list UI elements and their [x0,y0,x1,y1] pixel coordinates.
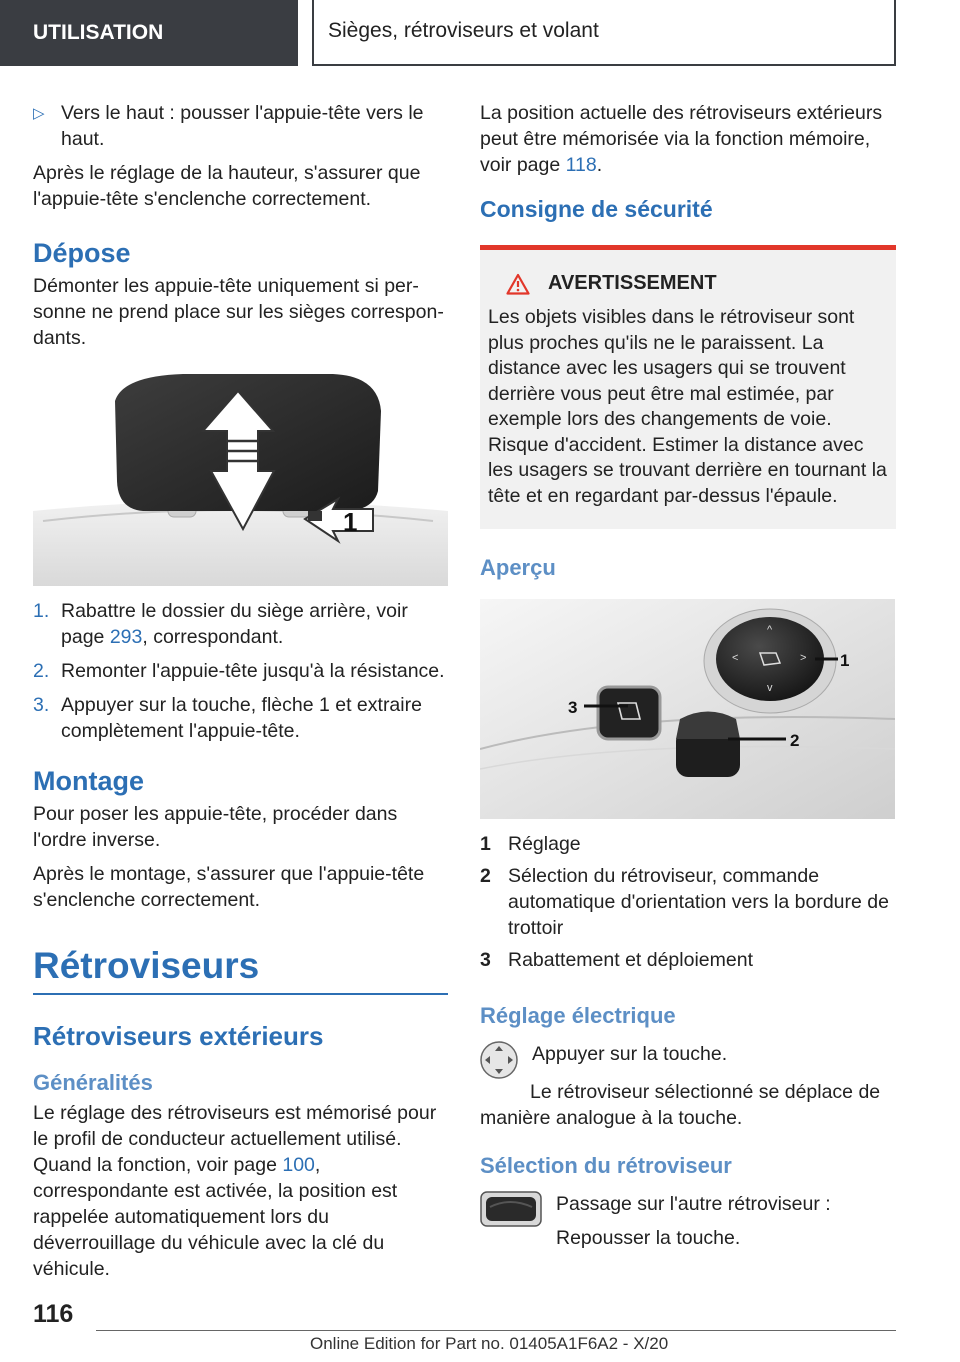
warning-title: AVERTISSEMENT [548,272,717,294]
bullet-text: Vers le haut : pousser l'appuie-tête vers le haut. [61,102,424,150]
svg-text:<: < [732,652,739,664]
svg-text:^: ^ [767,624,773,636]
paragraph-montage-1: Pour poser les appuie-tête, procéder dans l'ordre inverse. [33,803,398,851]
page-link-293[interactable]: 293 [109,626,143,648]
paragraph-montage-2: Après le montage, s'assurer que l'appuie-tête s'enclenche correctement. [33,863,425,911]
section-tab: UTILISATION [0,0,298,66]
warning-header [488,272,888,295]
footer-divider [96,1330,896,1331]
heading-apercu: Aperçu [480,555,556,580]
headrest-illustration [33,371,448,586]
footer-edition: Online Edition for Part no. 01405A1F6A2 - X/20 [310,1334,669,1353]
page-link-100[interactable]: 100 [282,1154,315,1176]
figure-callout-2: 2 [790,731,800,750]
paragraph-memory: La position actuelle des rétroviseurs extérieurs peut être mémorisée via la fonction mémoire, voir page 118. [480,102,883,176]
heading-retroviseurs: Rétroviseurs [33,945,448,995]
figure-callout-1: 1 [840,651,850,670]
svg-text:v: v [767,682,773,694]
mirror-selector-switch-icon [480,1191,542,1227]
heading-consigne: Consigne de sécurité [480,196,713,222]
paragraph-generalites: Le réglage des rétroviseurs est mémorisé pour le profil de conducteur actuellement utilisé. Quand la fonction, voir page 100, correspondante est activée, la position est rappelée automatiquement lors du déverrouillage du véhicule avec la clé du véhicule. [33,1102,437,1280]
figure-callout-3: 3 [568,698,578,717]
paragraph-depose: Démonter les appuie-tête uniquement si personne ne prend place sur les sièges correspondants. [33,275,444,349]
heading-reglage-electrique: Réglage électrique [480,1003,676,1028]
paragraph-electric-1: Appuyer sur la touche. [532,1043,728,1065]
heading-montage: Montage [33,766,144,796]
right-column [480,100,896,1259]
headrest-figure [33,371,448,586]
warning-box [480,245,896,529]
paragraph-selection-1: Passage sur l'autre rétroviseur : [556,1193,831,1215]
warning-triangle-icon [504,273,532,295]
heading-exterieurs: Rétroviseurs extérieurs [33,1021,324,1051]
bullet-item [33,100,448,152]
triangle-bullet-icon: ▷ [33,105,45,122]
heading-selection: Sélection du rétroviseur [480,1153,732,1178]
warning-text: Les objets visibles dans le rétroviseur sont plus proches qu'ils ne le paraissent. La distance avec les usagers qui se trouvent derrière vous peut être mal estimée, par exemple lors des changements de voie. Risque d'accident. Estimer la distance avec les usagers se trouvant derrière en tournant la tête et en regardant par-dessus l'épaule. [488,306,887,507]
left-column [33,100,448,1290]
step-item-3: 3. Appuyer sur la touche, flèche 1 et extraire complètement l'appuie-tête. [33,694,422,742]
svg-text:>: > [800,652,807,664]
step-item-2: 2. Remonter l'appuie-tête jusqu'à la résistance. [33,660,445,682]
paragraph-electric-2: Le rétroviseur sélectionné se déplace de manière analogue à la touche. [480,1081,881,1129]
mirror-controls-figure [480,599,895,819]
heading-generalites: Généralités [33,1070,153,1095]
figure-callout-1: 1 [343,507,358,537]
legend-item-2: 2 Sélection du rétroviseur, commande automatique d'orientation vers la bordure de trottoir [480,865,889,939]
paragraph-after-height: Après le réglage de la hauteur, s'assurer que l'appuie-tête s'enclenche correctement. [33,162,421,210]
chapter-title: Sièges, rétroviseurs et volant [312,0,896,66]
paragraph-selection-2: Repousser la touche. [556,1227,741,1249]
electric-row [480,1041,896,1079]
step-item-1: 1. Rabattre le dossier du siège arrière, voir page 293, correspondant. [33,600,408,648]
mirror-controls-illustration [480,599,895,819]
legend-item-1: 1 Réglage [480,833,581,855]
page-number: 116 [33,1300,74,1328]
heading-depose: Dépose [33,238,131,268]
legend-item-3: 3 Rabattement et déploiement [480,949,753,971]
page-header [0,0,960,66]
selection-row [480,1191,896,1259]
mirror-adjust-button-icon [480,1041,518,1079]
page-link-118[interactable]: 118 [565,154,597,176]
